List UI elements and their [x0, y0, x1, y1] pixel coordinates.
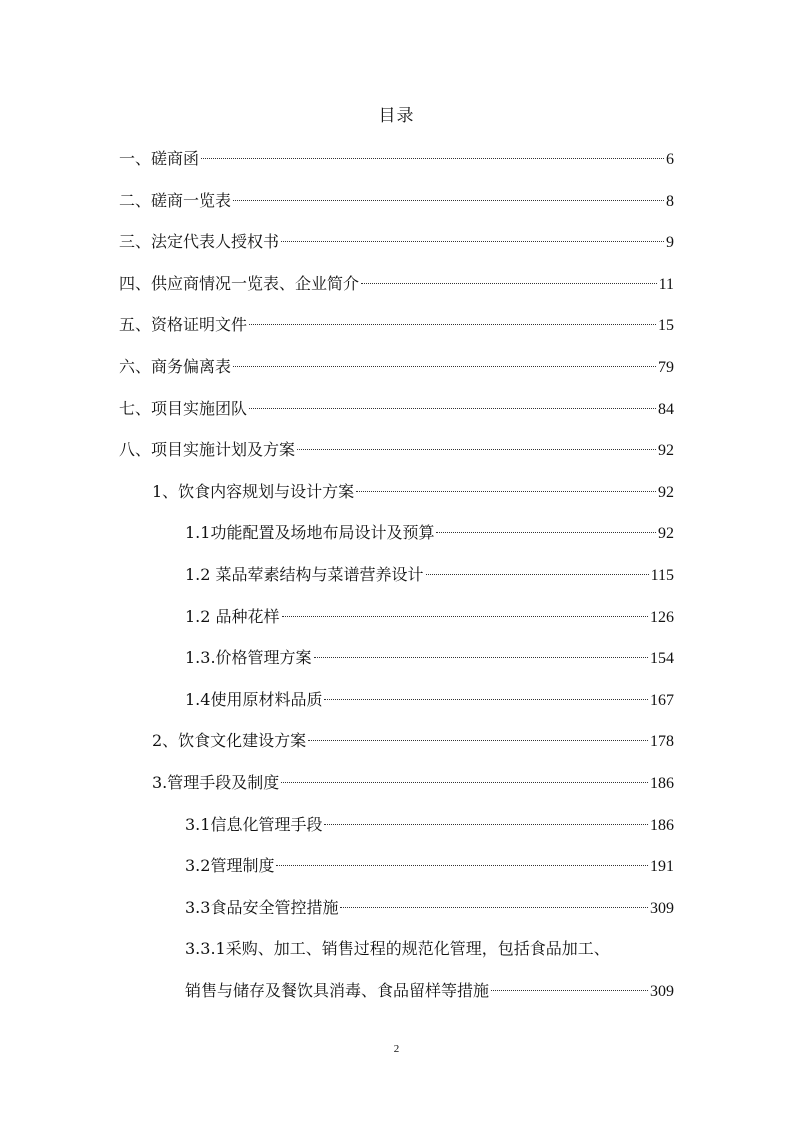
dot-leader: [324, 699, 648, 700]
toc-entry-label: 1、饮食内容规划与设计方案: [152, 482, 355, 501]
toc-entry-page: 11: [658, 276, 674, 293]
toc-entry-page: 191: [650, 858, 674, 875]
page-number: 2: [393, 1043, 400, 1055]
dot-leader: [340, 907, 648, 908]
toc-entry[interactable]: [119, 397, 674, 421]
dot-leader: [314, 657, 648, 658]
toc-entry-label: 1.3.价格管理方案: [185, 648, 312, 667]
dot-leader: [281, 782, 648, 783]
toc-entry-page: 92: [658, 484, 674, 501]
toc-entry[interactable]: [152, 480, 674, 504]
toc-entry[interactable]: [185, 688, 674, 712]
toc-entry-page: 309: [650, 900, 674, 917]
toc-entry-label: 3.管理手段及制度: [152, 773, 280, 792]
toc-entry-page: 186: [650, 817, 674, 834]
toc-entry[interactable]: [152, 729, 674, 753]
toc-entry-label: 3.2管理制度: [185, 856, 275, 875]
dot-leader: [276, 865, 648, 866]
dot-leader: [201, 158, 664, 159]
toc-entry-page: 126: [650, 609, 674, 626]
toc-entry[interactable]: [185, 896, 674, 920]
toc-entry-page: 9: [666, 234, 674, 251]
toc-entry[interactable]: [119, 313, 674, 337]
toc-entry-page: 6: [666, 151, 674, 168]
dot-leader: [282, 616, 648, 617]
toc-entry-label-line1[interactable]: 3.3.1采购、加工、销售过程的规范化管理，包括食品加工、: [185, 939, 610, 958]
toc-entry[interactable]: [185, 646, 674, 670]
toc-entry-label: 1.1功能配置及场地布局设计及预算: [185, 523, 435, 542]
toc-entry[interactable]: [152, 771, 674, 795]
dot-leader: [249, 408, 656, 409]
dot-leader: [324, 824, 648, 825]
toc-entry-page: 15: [658, 317, 674, 334]
toc-entry-page: 79: [658, 359, 674, 376]
toc-entry-label: 3.1信息化管理手段: [185, 815, 323, 834]
toc-entry[interactable]: [119, 230, 674, 254]
toc-entry[interactable]: [119, 355, 674, 379]
toc-entry-page: 115: [650, 567, 674, 584]
toc-entry-page: 154: [650, 650, 674, 667]
toc-entry-label: 七、项目实施团队: [119, 399, 248, 418]
toc-entry-label: 三、法定代表人授权书: [119, 232, 280, 251]
toc-entry-label: 3.3食品安全管控措施: [185, 898, 339, 917]
toc-entry-label-line2: 销售与储存及餐饮具消毒、食品留样等措施: [185, 981, 490, 1000]
toc-entry-label: 1.2 品种花样: [185, 607, 280, 626]
toc-entry[interactable]: [119, 272, 674, 296]
dot-leader: [356, 491, 656, 492]
toc-entry-page: 309: [650, 983, 674, 1000]
dot-leader: [426, 574, 649, 575]
toc-entry[interactable]: [119, 189, 674, 213]
toc-entry[interactable]: [185, 979, 674, 1003]
toc-entry-label: 二、磋商一览表: [119, 191, 232, 210]
toc-entry[interactable]: [185, 813, 674, 837]
toc-entry[interactable]: [185, 854, 674, 878]
dot-leader: [233, 200, 664, 201]
toc-entry-page: 178: [650, 733, 674, 750]
toc-entry-label: 一、磋商函: [119, 149, 200, 168]
toc-entry-page: 92: [658, 525, 674, 542]
toc-title: 目录: [378, 106, 415, 126]
toc-entry[interactable]: [185, 605, 674, 629]
toc-entry-label: 1.2 菜品荤素结构与菜谱营养设计: [185, 565, 424, 584]
dot-leader: [281, 241, 664, 242]
toc-entry-label: 八、项目实施计划及方案: [119, 440, 296, 459]
toc-entry-page: 167: [650, 692, 674, 709]
toc-entry-label: 五、资格证明文件: [119, 315, 248, 334]
toc-entry-label: 1.4使用原材料品质: [185, 690, 323, 709]
toc-entry-page: 8: [666, 193, 674, 210]
dot-leader: [491, 990, 648, 991]
toc-entry-page: 186: [650, 775, 674, 792]
dot-leader: [361, 283, 657, 284]
dot-leader: [297, 449, 656, 450]
toc-entry-label: 六、商务偏离表: [119, 357, 232, 376]
toc-entry-label: 四、供应商情况一览表、企业简介: [119, 274, 360, 293]
dot-leader: [308, 740, 648, 741]
toc-entry[interactable]: [185, 563, 674, 587]
dot-leader: [436, 532, 656, 533]
toc-entry[interactable]: [185, 521, 674, 545]
toc-entry[interactable]: [119, 438, 674, 462]
toc-entry[interactable]: [119, 147, 674, 171]
toc-entry-page: 92: [658, 442, 674, 459]
dot-leader: [233, 366, 656, 367]
toc-entry-label: 2、饮食文化建设方案: [152, 731, 307, 750]
toc-entry-page: 84: [658, 401, 674, 418]
dot-leader: [249, 324, 656, 325]
